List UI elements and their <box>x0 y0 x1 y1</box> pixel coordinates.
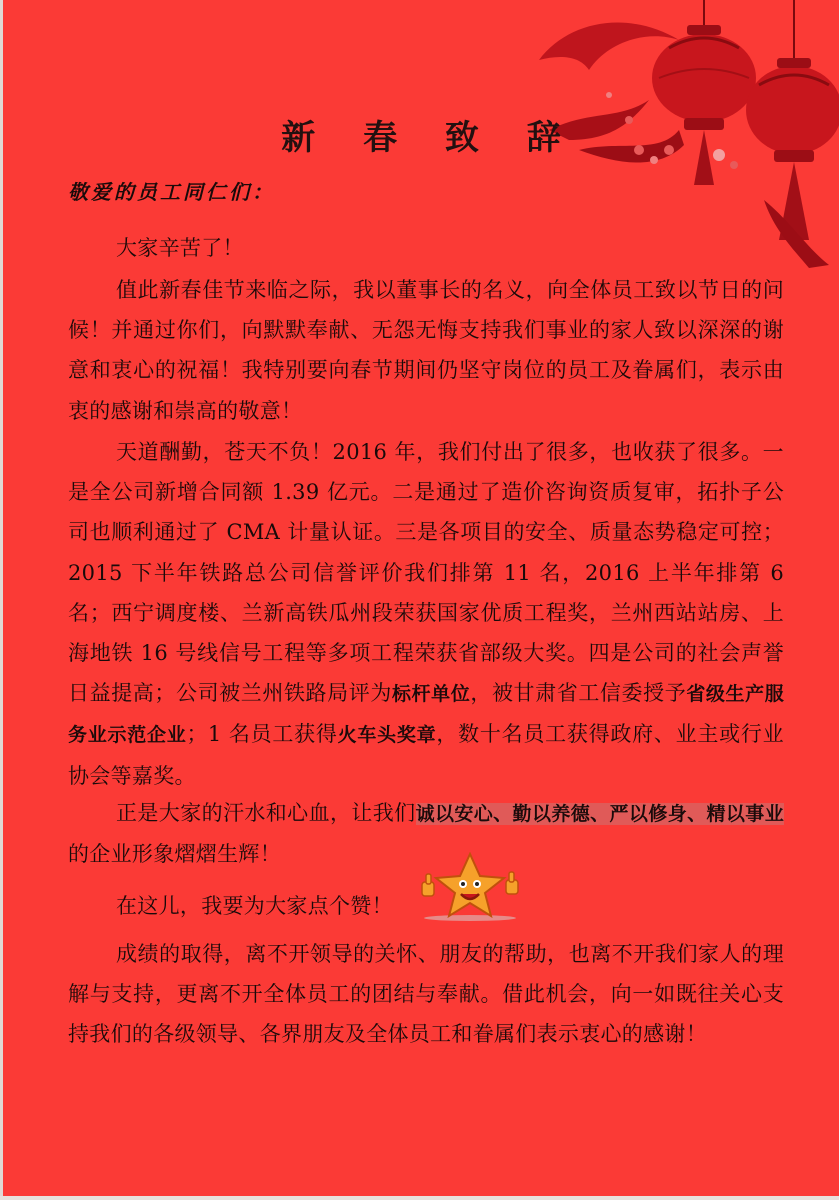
paragraph-2-text-3: ；1 名员工获得 <box>186 722 338 747</box>
praise-line: 在这儿，我要为大家点个赞！ <box>116 894 393 918</box>
paragraph-2-text-2: ，被甘肃省工信委授予 <box>470 681 687 706</box>
thumbs-up-star-icon <box>418 852 522 922</box>
highlight-locomotive-medal: 火车头奖章 <box>337 724 437 747</box>
paper-edge <box>0 0 3 1200</box>
paragraph-3-text-2: 的企业形象熠熠生辉！ <box>68 842 281 867</box>
greeting-line: 大家辛苦了！ <box>116 236 244 260</box>
paper-edge-bottom <box>0 1196 839 1200</box>
paragraph-4: 成绩的取得，离不开领导的关怀、朋友的帮助，也离不开我们家人的理解与支持，更离不开全体员工的团结与奉献。借此机会，向一如既往关心支持我们的各级领导、各界朋友及全体员工和眷属们表示衷心的感谢！ <box>68 942 784 1047</box>
paragraph-3-text-1: 正是大家的汗水和心血，让我们 <box>116 801 416 825</box>
highlight-provincial-demo-enterprise: 省级生产服务业示范企业 <box>68 683 784 747</box>
paragraph-2 <box>68 432 784 796</box>
highlight-benchmark-unit: 标杆单位 <box>391 683 471 706</box>
paragraph-1: 值此新春佳节来临之际，我以董事长的名义，向全体员工致以节日的问候！并通过你们，向默默奉献、无怨无悔支持我们事业的家人致以深深的谢意和衷心的祝福！我特别要向春节期间仍坚守岗位的员工及眷属们，表示由衷的感谢和崇高的敬意！ <box>68 278 784 423</box>
letter-title: 新 春 致 辞 <box>281 118 579 158</box>
salutation: 敬爱的员工同仁们： <box>68 180 275 204</box>
highlight-corporate-values: 诚以安心、勤以养德、严以修身、精以事业 <box>415 803 785 825</box>
paragraph-2-text-4: ，数十名员工获得政府、业主或行业协会等嘉奖。 <box>68 722 784 788</box>
paragraph-2-text-1: 天道酬勤，苍天不负！2016 年，我们付出了很多，也收获了很多。一是全公司新增合同额 1.39 亿元。二是通过了造价咨询资质复审，拓扑子公司也顺利通过了 CMA 计量认证。三是各项目的安全、质量态势稳定可控；2015 下半年铁路总公司信誉评价我们排第 11 名，2016 上半年排第 6 名；西宁调度楼、兰新高铁瓜州段荣获国家优质工程奖，兰州西站站房、上海地铁 16 号线信号工程等多项工程荣获省部级大奖。四是公司的社会声誉日益提高；公司被兰州铁路局评为 <box>68 440 784 706</box>
